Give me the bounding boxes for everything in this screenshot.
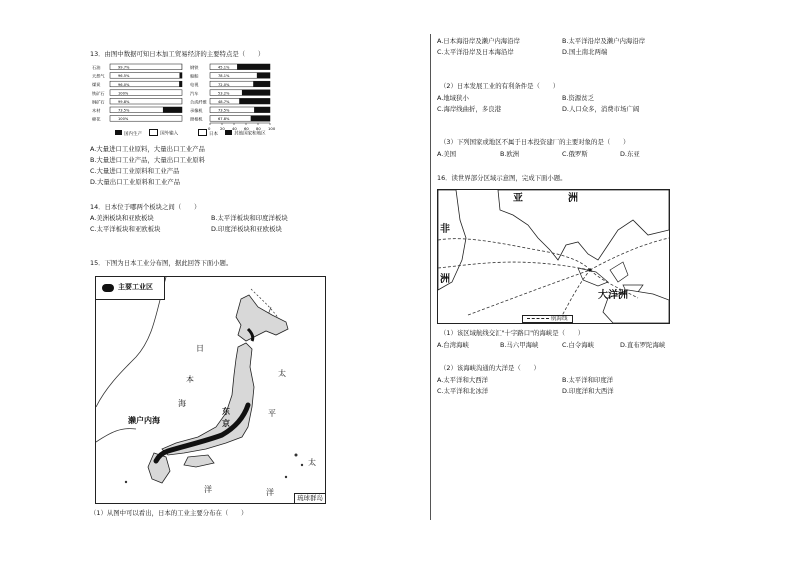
q15-sub2-option-b[interactable]: B.资源贫乏 bbox=[562, 94, 594, 102]
legend-japan: 日本 bbox=[209, 131, 219, 137]
q16-sub1-option-d[interactable]: D.直布罗陀海峡 bbox=[620, 341, 666, 349]
q15-sub1-option-a[interactable]: A.日本海沿岸及濑户内海沿岸 bbox=[437, 37, 520, 45]
q13-option-d[interactable]: D.大量出口工业原料和工业产品 bbox=[90, 178, 181, 186]
import-data-label: 73.5% bbox=[118, 108, 130, 113]
q15-sub3-option-a[interactable]: A.美国 bbox=[437, 150, 457, 158]
legend-swatch-other bbox=[225, 130, 232, 135]
legend-domestic: 国内生产 bbox=[124, 131, 143, 137]
import-data-label: 96.0% bbox=[118, 82, 130, 87]
q13-legend bbox=[115, 129, 178, 137]
asia-shape bbox=[498, 190, 669, 260]
map-label-dong: 东 bbox=[222, 407, 230, 416]
import-category-label: 木材 bbox=[92, 108, 101, 113]
axis-tick-label: 100 bbox=[268, 126, 276, 131]
q16-sub2-option-c[interactable]: C.太平洋和北冰洋 bbox=[437, 387, 489, 395]
q15-sub3-option-b[interactable]: B.欧洲 bbox=[500, 150, 520, 158]
map-label-ben: 本 bbox=[186, 375, 194, 384]
export-bar-other bbox=[253, 81, 270, 87]
map-label-tai-2: 太 bbox=[308, 458, 316, 467]
import-data-label: 96.5% bbox=[118, 74, 130, 79]
map-legend-label: 主要工业区 bbox=[118, 283, 153, 291]
import-data-label: 100% bbox=[118, 117, 129, 122]
import-data-label: 99.8% bbox=[118, 100, 130, 104]
q15-sub2-option-a[interactable]: A.地域狭小 bbox=[437, 94, 469, 102]
export-bar-other bbox=[237, 64, 270, 70]
map-label-jing: 京 bbox=[222, 419, 230, 428]
world-label-ya: 亚 bbox=[513, 193, 523, 204]
q15-sub2-option-d[interactable]: D.人口众多，消费市场广阔 bbox=[562, 105, 640, 113]
map-label-tai-1: 太 bbox=[278, 369, 286, 378]
legend-swatch-japan bbox=[198, 129, 207, 136]
legend-swatch-domestic bbox=[115, 130, 122, 135]
axis-tick-label: 60 bbox=[244, 126, 249, 131]
axis-tick-label: 40 bbox=[232, 126, 237, 131]
world-label-fei: 非 bbox=[440, 224, 450, 235]
export-bar-other bbox=[257, 73, 270, 79]
export-data-label: 53.2% bbox=[218, 91, 230, 96]
q16-stem: 16．读世界部分区域示意图，完成下面小题。 bbox=[437, 174, 567, 182]
q14-option-d[interactable]: D.印度洋板块和亚欧板块 bbox=[211, 225, 282, 233]
import-category-label: 煤炭 bbox=[92, 82, 101, 88]
map-label-ri: 日 bbox=[196, 344, 204, 353]
shikoku-shape bbox=[184, 455, 214, 467]
q15-sub1-option-d[interactable]: D.国土南北两端 bbox=[562, 48, 608, 56]
q13-stem: 13．由图中数据可知日本加工贸易经济的主要特点是（ ） bbox=[90, 50, 265, 58]
q15-stem: 15．下图为日本工业分布图，据此回答下面小题。 bbox=[90, 259, 233, 267]
q14-option-b[interactable]: B.太平洋板块和印度洋板块 bbox=[211, 214, 288, 222]
q16-sub1-option-c[interactable]: C.白令海峡 bbox=[562, 341, 595, 349]
q16-sub2-option-a[interactable]: A.太平洋和大西洋 bbox=[437, 376, 489, 384]
axis-tick-label: 80 bbox=[256, 126, 261, 131]
q16-sub2: （2）该海峡沟通的大洋是（ ） bbox=[440, 364, 540, 372]
q14-option-a[interactable]: A.美洲板块和亚欧板块 bbox=[90, 214, 154, 222]
q15-sub3-option-c[interactable]: C.俄罗斯 bbox=[562, 150, 588, 158]
legend-swatch-import bbox=[149, 129, 158, 136]
export-category-label: 钢铁 bbox=[190, 65, 199, 70]
export-category-label: 汽车 bbox=[190, 90, 199, 96]
q15-sub1-option-b[interactable]: B.太平洋沿岸及濑户内海沿岸 bbox=[562, 37, 646, 45]
route-legend-label: 航海线 bbox=[551, 315, 568, 322]
legend-import: 国外输入 bbox=[160, 131, 179, 137]
japan-industry-map bbox=[95, 276, 326, 504]
axis-tick-label: 0 bbox=[208, 126, 211, 131]
q14-option-c[interactable]: C.太平洋板块和亚欧板块 bbox=[90, 225, 161, 233]
world-label-zhou-2: 洲 bbox=[440, 274, 450, 285]
legend-other: 其他国家和地区 bbox=[234, 131, 266, 137]
q13-legend-2 bbox=[198, 129, 266, 137]
import-data-label: 99.7% bbox=[118, 65, 130, 70]
export-data-label: 48.7% bbox=[218, 100, 230, 104]
export-category-label: 合成纤维 bbox=[190, 99, 207, 105]
export-category-label: 录像机 bbox=[190, 108, 203, 113]
export-data-label: 78.1% bbox=[218, 74, 230, 79]
export-data-label: 73.5% bbox=[218, 108, 230, 113]
map-label-yang-2: 洋 bbox=[266, 488, 274, 497]
q16-sub1: （1）该区域航线交汇"十字路口"的海峡是（ ） bbox=[440, 329, 585, 337]
q15-sub1: （1）从图中可以看出，日本的工业主要分布在（ ） bbox=[90, 509, 248, 517]
world-region-map bbox=[437, 189, 670, 324]
column-divider bbox=[430, 34, 431, 520]
import-bar-other bbox=[179, 73, 182, 79]
route-legend-line bbox=[527, 318, 549, 319]
export-data-label: 67.8% bbox=[218, 117, 230, 122]
map-label-yang-1: 洋 bbox=[204, 485, 212, 494]
q13-option-b[interactable]: B.大量进口工业产品，大量出口工业原料 bbox=[90, 156, 206, 164]
import-bar-other bbox=[179, 81, 182, 87]
world-label-oceania: 大洋洲 bbox=[598, 290, 628, 301]
export-bar-other bbox=[254, 107, 270, 113]
export-bar-other bbox=[242, 90, 270, 96]
q13-option-a[interactable]: A.大量进口工业原料，大量出口工业产品 bbox=[90, 145, 205, 153]
japan-map-graphic bbox=[96, 277, 325, 503]
map-label-ping: 平 bbox=[268, 409, 276, 418]
q14-stem: 14．日本位于哪两个板块之间（ ） bbox=[90, 203, 201, 211]
q15-sub3-option-d[interactable]: D.东亚 bbox=[620, 150, 640, 158]
export-bar-other bbox=[251, 116, 270, 122]
q16-sub2-option-b[interactable]: B.太平洋和印度洋 bbox=[562, 376, 614, 384]
import-category-label: 铜矿石 bbox=[92, 99, 105, 105]
export-category-label: 船舶 bbox=[190, 73, 199, 79]
world-map-graphic bbox=[438, 190, 669, 323]
q13-option-c[interactable]: C.大量进口工业原料和工业产品 bbox=[90, 167, 180, 175]
import-bar-other bbox=[163, 107, 182, 113]
q13-right-panel bbox=[190, 64, 270, 123]
q16-sub1-option-b[interactable]: B.马六甲海峡 bbox=[500, 341, 539, 349]
export-category-label: 电视 bbox=[190, 82, 199, 88]
export-data-label: 72.0% bbox=[218, 82, 230, 87]
q16-sub1-option-a[interactable]: A.台湾海峡 bbox=[437, 341, 469, 349]
q15-sub2-option-c[interactable]: C.海岸线曲折，多良港 bbox=[437, 105, 502, 113]
q15-sub3: （3）下列国家或地区不属于日本投资建厂的主要对象的是（ ） bbox=[440, 138, 630, 146]
world-label-zhou-1: 洲 bbox=[568, 193, 578, 204]
q16-sub2-option-d[interactable]: D.印度洋和大西洋 bbox=[562, 387, 614, 395]
map-label-hai: 海 bbox=[178, 399, 186, 408]
route-legend bbox=[522, 315, 573, 323]
q13-left-panel bbox=[92, 64, 182, 123]
map-label-setonaikai: 濑户内海 bbox=[128, 416, 160, 425]
export-category-label: 照相机 bbox=[190, 116, 203, 122]
hokkaido-shape bbox=[236, 295, 288, 341]
axis-tick-label: 20 bbox=[220, 126, 225, 131]
q15-sub1-option-c[interactable]: C.太平洋沿岸及日本海沿岸 bbox=[437, 48, 514, 56]
import-category-label: 石油 bbox=[92, 65, 101, 70]
import-data-label: 100% bbox=[118, 91, 129, 96]
export-data-label: 45.1% bbox=[218, 65, 230, 70]
import-category-label: 天然气 bbox=[92, 73, 105, 79]
industry-legend-swatch bbox=[102, 284, 114, 292]
q15-sub2: （2）日本发展工业的有利条件是（ ） bbox=[440, 82, 560, 90]
import-category-label: 铁矿石 bbox=[92, 90, 105, 96]
export-bar-other bbox=[239, 98, 270, 104]
map-corner-ryukyu: 琉球群岛 bbox=[294, 493, 325, 503]
import-category-label: 棉花 bbox=[92, 116, 101, 122]
